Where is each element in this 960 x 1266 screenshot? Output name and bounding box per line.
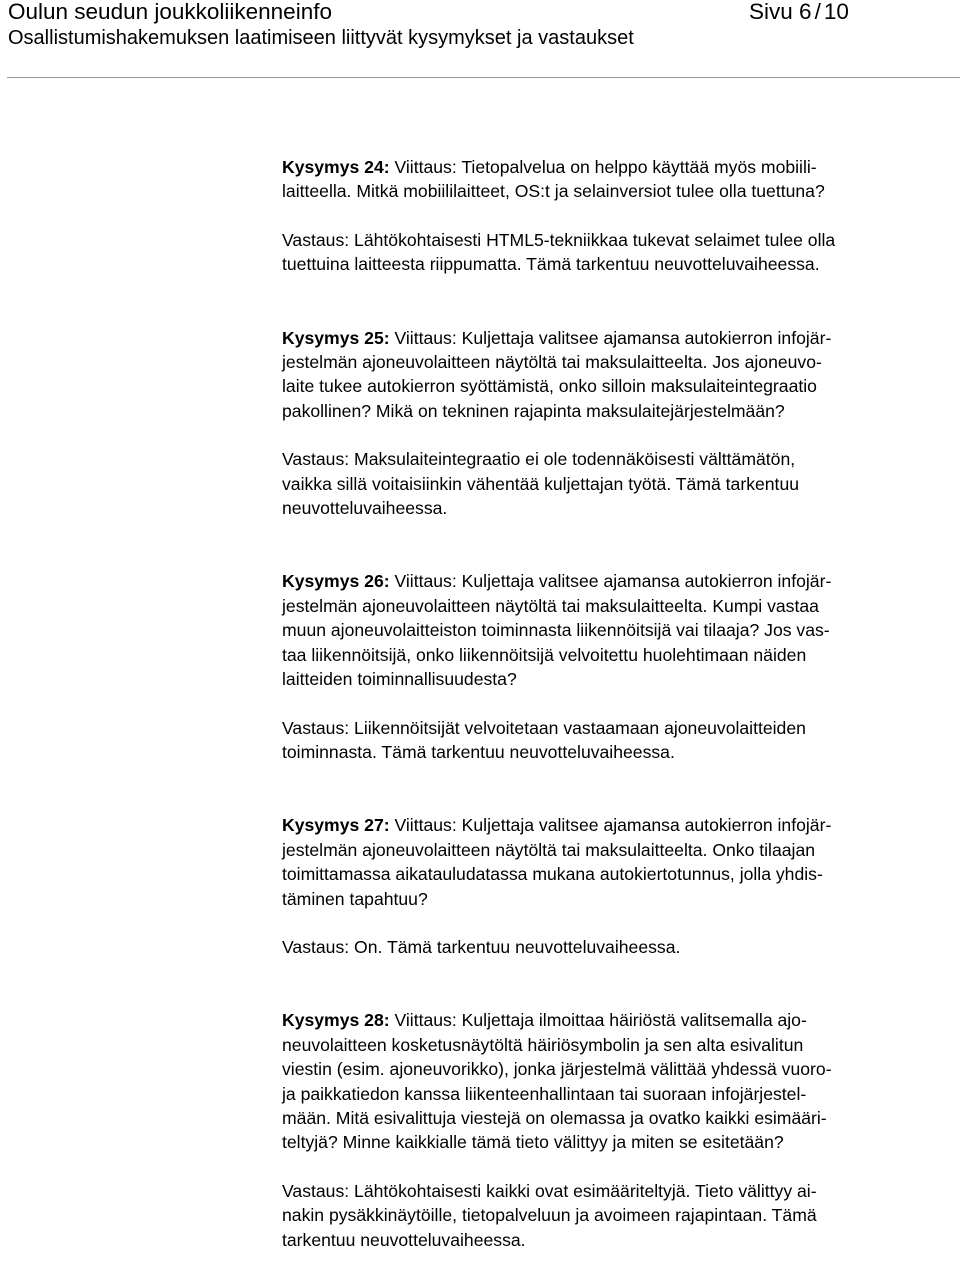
qa-item-24 — [282, 155, 958, 277]
qa-item-25 — [282, 326, 958, 521]
question-28 — [282, 1008, 958, 1154]
question-line: neuvolaitteen kosketusnäytöltä häiriösymbolin ja sen alta esivalitun — [282, 1034, 804, 1055]
answer-27 — [282, 935, 958, 959]
answer-line: nakin pysäkkinäytöille, tietopalveluun ja avoimeen rajapintaan. Tämä — [282, 1205, 817, 1226]
answer-line: toiminnasta. Tämä tarkentuu neuvotteluvaiheessa. — [282, 741, 675, 762]
question-line: ja paikkatiedon kanssa liikenteenhallintaan tai suoraan infojärjestel- — [282, 1083, 807, 1104]
answer-line: Vastaus: Maksulaiteintegraatio ei ole todennäköisesti välttämätön, — [282, 449, 796, 470]
question-line: mään. Mitä esivalittuja viestejä on olemassa ja ovatko kaikki esimääri- — [282, 1107, 827, 1128]
answer-25 — [282, 447, 958, 520]
question-line — [282, 813, 958, 837]
answer-line: vaikka sillä voitaisiinkin vähentää kuljettajan työtä. Tämä tarkentuu — [282, 473, 800, 494]
question-line — [282, 326, 958, 350]
qa-item-26 — [282, 569, 958, 764]
question-line: laite tukee autokierron syöttämistä, onko silloin maksulaiteintegraatio — [282, 376, 817, 397]
answer-line: tarkentuu neuvotteluvaiheessa. — [282, 1229, 526, 1250]
question-line: toimittamassa aikatauludatassa mukana autokiertotunnus, jolla yhdis- — [282, 864, 823, 885]
question-27 — [282, 813, 958, 911]
answer-28 — [282, 1179, 958, 1252]
answer-24 — [282, 228, 958, 277]
question-label: Kysymys 24: — [282, 157, 390, 177]
question-text: Viittaus: Tietopalvelua on helppo käyttää myös mobiili- — [389, 157, 817, 177]
question-line: jestelmän ajoneuvolaitteen näytöltä tai maksulaitteelta. Jos ajoneuvo- — [282, 352, 822, 373]
question-line: täminen tapahtuu? — [282, 888, 428, 909]
document-title: Oulun seudun joukkoliikenneinfo — [8, 0, 332, 24]
page-number — [749, 0, 849, 25]
question-24 — [282, 155, 958, 204]
question-line — [282, 1008, 958, 1032]
page-label: Sivu — [749, 0, 793, 24]
question-line: viestin (esim. ajoneuvorikko), jonka järjestelmä välittää yhdessä vuoro- — [282, 1059, 832, 1080]
question-line: taa liikennöitsijä, onko liikennöitsijä velvoitettu huolehtimaan näiden — [282, 644, 807, 665]
question-text: Viittaus: Kuljettaja valitsee ajamansa autokierron infojär- — [389, 571, 832, 592]
page-current: 6 — [799, 0, 812, 24]
question-25 — [282, 326, 958, 424]
page-header — [0, 0, 960, 80]
question-label: Kysymys 27: — [282, 815, 390, 836]
answer-line: Vastaus: Liikennöitsijät velvoitetaan vastaamaan ajoneuvolaitteiden — [282, 717, 806, 738]
question-line: laitteella. Mitkä mobiililaitteet, OS:t ja selainversiot tulee olla tuettuna? — [282, 181, 825, 202]
answer-line: Vastaus: Lähtökohtaisesti HTML5-tekniikkaa tukevat selaimet tulee olla — [282, 229, 836, 250]
question-line — [282, 155, 958, 179]
document-subtitle: Osallistumishakemuksen laatimiseen liittyvät kysymykset ja vastaukset — [8, 27, 634, 49]
question-label: Kysymys 28: — [282, 1010, 390, 1031]
question-text: Viittaus: Kuljettaja valitsee ajamansa autokierron infojär- — [389, 815, 832, 836]
question-line: muun ajoneuvolaitteiston toiminnasta liikennöitsijä vai tilaaja? Jos vas- — [282, 620, 830, 641]
qa-item-28 — [282, 1008, 958, 1252]
answer-line: neuvotteluvaiheessa. — [282, 498, 448, 519]
qa-content — [282, 155, 958, 1252]
question-label: Kysymys 25: — [282, 327, 390, 348]
answer-line: Vastaus: On. Tämä tarkentuu neuvotteluvaiheessa. — [282, 936, 681, 957]
question-line: pakollinen? Mikä on tekninen rajapinta maksulaitejärjestelmään? — [282, 400, 785, 421]
question-line: teltyjä? Minne kaikkialle tämä tieto välittyy ja miten se esitetään? — [282, 1132, 784, 1153]
question-26 — [282, 569, 958, 691]
answer-line: Vastaus: Lähtökohtaisesti kaikki ovat esimääriteltyjä. Tieto välittyy ai- — [282, 1180, 817, 1201]
answer-line: tuettuina laitteesta riippumatta. Tämä tarkentuu neuvotteluvaiheessa. — [282, 254, 820, 275]
question-line — [282, 569, 958, 593]
answer-26 — [282, 716, 958, 765]
question-label: Kysymys 26: — [282, 571, 390, 592]
qa-item-27 — [282, 813, 958, 959]
question-line: jestelmän ajoneuvolaitteen näytöltä tai maksulaitteelta. Onko tilaajan — [282, 839, 816, 860]
header-divider — [7, 77, 960, 78]
question-text: Viittaus: Kuljettaja valitsee ajamansa autokierron infojär- — [389, 327, 832, 348]
page-total: 10 — [823, 0, 849, 24]
question-line: jestelmän ajoneuvolaitteen näytöltä tai maksulaitteelta. Kumpi vastaa — [282, 595, 819, 616]
page-separator: / — [814, 0, 821, 24]
question-line: laitteiden toiminnallisuudesta? — [282, 669, 517, 690]
question-text: Viittaus: Kuljettaja ilmoittaa häiriöstä valitsemalla ajo- — [389, 1010, 807, 1031]
